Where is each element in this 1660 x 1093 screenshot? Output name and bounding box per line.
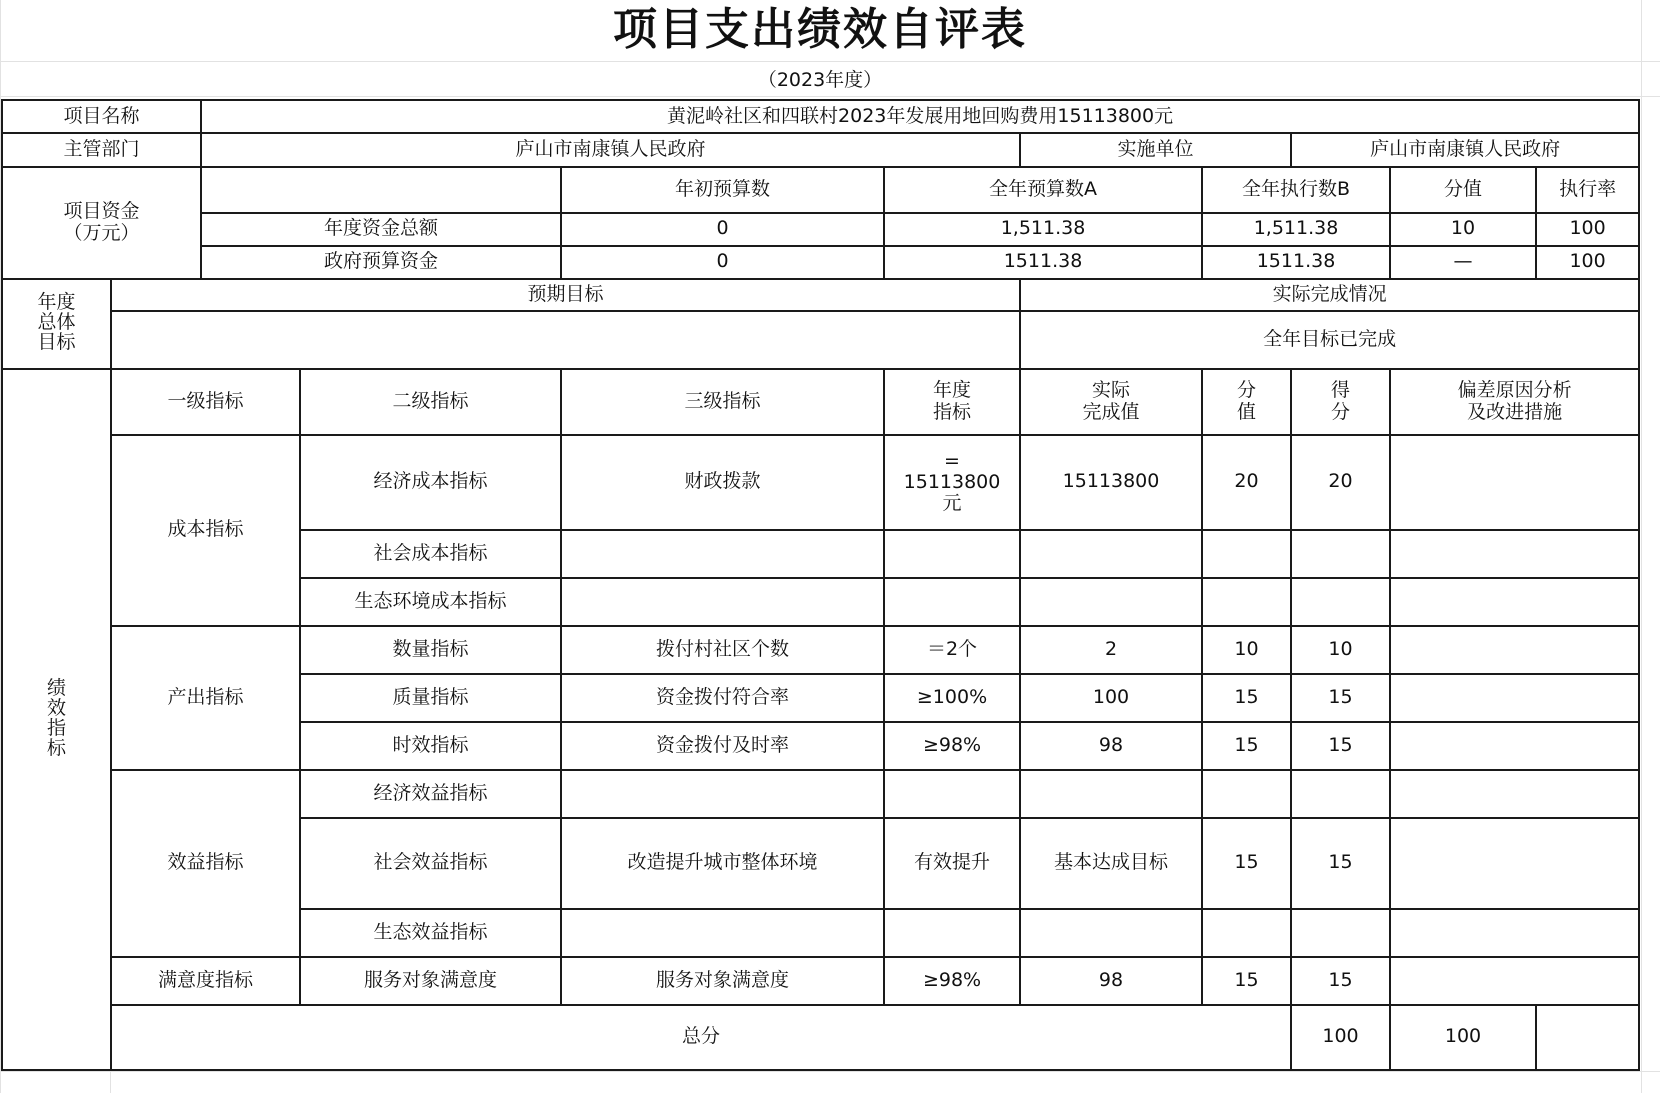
department-row	[2, 133, 1639, 167]
funds-row-label: 政府预算资金	[201, 246, 561, 279]
deviation-cell	[1390, 722, 1639, 770]
project-name-value: 黄泥岭社区和四联村2023年发展用地回购费用15113800元	[201, 100, 1639, 133]
level2-header: 二级指标	[300, 369, 561, 435]
level2-cell: 服务对象满意度	[300, 957, 561, 1005]
level2-cell: 社会效益指标	[300, 818, 561, 909]
impl-label: 实施单位	[1020, 133, 1291, 167]
target-cell	[884, 770, 1020, 818]
expected-goal-header: 预期目标	[111, 279, 1020, 311]
actual-cell	[1020, 578, 1202, 626]
target-header: 年度 指标	[884, 369, 1020, 435]
score-value-cell: 20	[1202, 435, 1291, 530]
level3-cell	[561, 530, 884, 578]
actual-cell: 基本达成目标	[1020, 818, 1202, 909]
group-cost: 成本指标	[111, 435, 300, 626]
level1-header: 一级指标	[111, 369, 300, 435]
score-cell	[1291, 530, 1390, 578]
level3-cell: 服务对象满意度	[561, 957, 884, 1005]
indicator-row	[2, 435, 1639, 530]
group-satisfaction: 满意度指标	[111, 957, 300, 1005]
initial-budget-header: 年初预算数	[561, 167, 884, 213]
score-value-cell: 10	[1202, 626, 1291, 674]
target-cell	[884, 530, 1020, 578]
rate-value: 100	[1536, 213, 1639, 246]
score-value-header: 分 值	[1202, 369, 1291, 435]
score-cell	[1291, 578, 1390, 626]
total-score: 100	[1390, 1005, 1536, 1070]
self-evaluation-table	[1, 99, 1640, 1071]
group-benefit: 效益指标	[111, 770, 300, 957]
score-value-cell: 15	[1202, 722, 1291, 770]
level3-cell: 改造提升城市整体环境	[561, 818, 884, 909]
level3-cell: 拨付村社区个数	[561, 626, 884, 674]
executed-value: 1511.38	[1202, 246, 1390, 279]
level3-cell	[561, 578, 884, 626]
score-cell: 15	[1291, 722, 1390, 770]
funds-header-row	[2, 167, 1639, 213]
project-name-label: 项目名称	[2, 100, 201, 133]
annual-budget-value: 1,511.38	[884, 213, 1202, 246]
level3-cell	[561, 770, 884, 818]
actual-cell	[1020, 770, 1202, 818]
level3-cell: 资金拨付符合率	[561, 674, 884, 722]
target-cell: 有效提升	[884, 818, 1020, 909]
goals-label	[2, 279, 111, 369]
deviation-cell	[1390, 957, 1639, 1005]
rate-header: 执行率	[1536, 167, 1639, 213]
target-cell: ≥100%	[884, 674, 1020, 722]
target-cell: = 15113800 元	[884, 435, 1020, 530]
funds-blank-header	[201, 167, 561, 213]
actual-cell	[1020, 530, 1202, 578]
score-header: 得 分	[1291, 369, 1390, 435]
score-cell	[1291, 909, 1390, 957]
score-cell	[1291, 770, 1390, 818]
level2-cell: 生态环境成本指标	[300, 578, 561, 626]
dept-value: 庐山市南康镇人民政府	[201, 133, 1020, 167]
score-cell: 10	[1291, 626, 1390, 674]
target-cell: ≥98%	[884, 722, 1020, 770]
level2-cell: 时效指标	[300, 722, 561, 770]
level3-header: 三级指标	[561, 369, 884, 435]
score-value-cell: 15	[1202, 674, 1291, 722]
actual-cell	[1020, 909, 1202, 957]
deviation-cell	[1390, 530, 1639, 578]
score-value-cell: 15	[1202, 818, 1291, 909]
funds-score-value: 10	[1390, 213, 1536, 246]
report-year: （2023年度）	[757, 69, 883, 91]
actual-cell: 15113800	[1020, 435, 1202, 530]
level3-cell: 资金拨付及时率	[561, 722, 884, 770]
level2-cell: 质量指标	[300, 674, 561, 722]
actual-cell: 2	[1020, 626, 1202, 674]
goals-label-text: 年度 总体 目标	[37, 291, 76, 354]
indicator-header-row	[2, 369, 1639, 435]
total-score-value: 100	[1291, 1005, 1390, 1070]
target-cell	[884, 909, 1020, 957]
total-label: 总分	[111, 1005, 1291, 1070]
initial-budget-value: 0	[561, 213, 884, 246]
funds-score-value: —	[1390, 246, 1536, 279]
score-value-cell	[1202, 530, 1291, 578]
expected-goal-content	[111, 311, 1020, 369]
rate-value: 100	[1536, 246, 1639, 279]
deviation-cell	[1390, 578, 1639, 626]
actual-cell: 100	[1020, 674, 1202, 722]
target-cell: ＝2个	[884, 626, 1020, 674]
initial-budget-value: 0	[561, 246, 884, 279]
score-value-cell	[1202, 770, 1291, 818]
indicators-label-text: 绩 效 指 标	[46, 676, 66, 759]
indicator-row	[2, 957, 1639, 1005]
indicator-row	[2, 626, 1639, 674]
funds-gov-row	[2, 246, 1639, 279]
deviation-cell	[1390, 626, 1639, 674]
actual-completion-content: 全年目标已完成	[1020, 311, 1639, 369]
actual-cell: 98	[1020, 722, 1202, 770]
funds-label	[2, 167, 201, 279]
level2-cell: 社会成本指标	[300, 530, 561, 578]
executed-header: 全年执行数B	[1202, 167, 1390, 213]
score-cell: 15	[1291, 674, 1390, 722]
deviation-cell	[1390, 674, 1639, 722]
level2-cell: 经济效益指标	[300, 770, 561, 818]
deviation-header: 偏差原因分析 及改进措施	[1390, 369, 1639, 435]
score-cell: 15	[1291, 818, 1390, 909]
actual-value-header: 实际 完成值	[1020, 369, 1202, 435]
funds-total-row	[2, 213, 1639, 246]
score-cell: 15	[1291, 957, 1390, 1005]
annual-budget-value: 1511.38	[884, 246, 1202, 279]
score-value-cell: 15	[1202, 957, 1291, 1005]
level2-cell: 经济成本指标	[300, 435, 561, 530]
group-output: 产出指标	[111, 626, 300, 770]
score-value-cell	[1202, 578, 1291, 626]
level3-cell	[561, 909, 884, 957]
level2-cell: 数量指标	[300, 626, 561, 674]
actual-cell: 98	[1020, 957, 1202, 1005]
annual-budget-header: 全年预算数A	[884, 167, 1202, 213]
actual-completion-header: 实际完成情况	[1020, 279, 1639, 311]
indicator-row	[2, 770, 1639, 818]
deviation-cell	[1390, 909, 1639, 957]
level3-cell: 财政拨款	[561, 435, 884, 530]
impl-value: 庐山市南康镇人民政府	[1291, 133, 1639, 167]
executed-value: 1,511.38	[1202, 213, 1390, 246]
goals-header-row	[2, 279, 1639, 311]
total-row	[2, 1005, 1639, 1070]
funds-label-line1: 项目资金	[63, 200, 140, 222]
target-cell: ≥98%	[884, 957, 1020, 1005]
indicators-label	[2, 369, 111, 1070]
score-value-cell	[1202, 909, 1291, 957]
funds-score-value-header: 分值	[1390, 167, 1536, 213]
funds-row-label: 年度资金总额	[201, 213, 561, 246]
deviation-cell	[1390, 818, 1639, 909]
goals-content-row	[2, 311, 1639, 369]
level2-cell: 生态效益指标	[300, 909, 561, 957]
project-name-row	[2, 100, 1639, 133]
score-cell: 20	[1291, 435, 1390, 530]
deviation-cell	[1390, 770, 1639, 818]
target-cell	[884, 578, 1020, 626]
dept-label: 主管部门	[2, 133, 201, 167]
funds-label-line2: （万元）	[63, 221, 140, 244]
page-title: 项目支出绩效自评表	[613, 4, 1027, 55]
total-deviation	[1536, 1005, 1639, 1070]
deviation-cell	[1390, 435, 1639, 530]
